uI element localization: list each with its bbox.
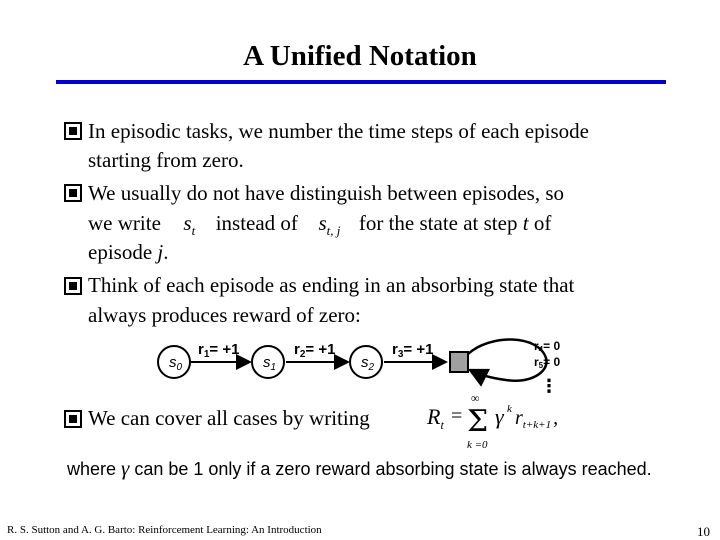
bullet-icon <box>64 277 82 295</box>
bullet-2-line-3: episode j. <box>88 240 169 264</box>
text-instead-of: instead of <box>215 211 298 235</box>
bullet-1-line-1: In episodic tasks, we number the time steps of each episode <box>88 119 589 143</box>
state-node <box>158 346 190 378</box>
reward-label: $r_3= +1$ <box>392 341 434 360</box>
svg-text:=: = <box>451 405 463 427</box>
bullet-icon <box>64 184 82 202</box>
gamma-note: where γ can be 1 only if a zero reward absorbing state is always reached. <box>67 456 652 480</box>
bullet-3-line-2: always produces reward of zero: <box>88 303 361 327</box>
return-equation <box>425 394 575 454</box>
svg-text:k =0: k =0 <box>467 439 488 451</box>
terminal-state <box>450 352 468 372</box>
svg-text:Rt: $R_t$ <box>427 404 444 432</box>
absorbing-state-diagram <box>150 332 580 398</box>
loop-reward-label: r5= 0 <box>534 355 561 370</box>
bullet-4-line-1: We can cover all cases by writing <box>88 406 370 430</box>
footer-citation: R. S. Sutton and A. G. Barto: Reinforcement Learning: An Introduction <box>7 524 322 536</box>
text-for-state: for the state at step <box>358 211 518 235</box>
page-number: 10 <box>697 524 710 539</box>
svg-text:∞: ∞ <box>471 394 480 405</box>
state-node <box>350 346 382 378</box>
reward-label: $r_2= +1$ <box>294 341 336 360</box>
math-s-tj: $s_{t, j}$ <box>318 211 341 238</box>
svg-text:s1: $s_1$ <box>263 354 277 373</box>
reward-label: $r_1= +1$ <box>198 341 240 360</box>
svg-text:rt+k+1,: $r_{t+k+1}$ , <box>515 407 559 431</box>
bullet-2-line-1: We usually do not have distinguish between episodes, so <box>88 181 564 205</box>
title-rule <box>56 80 666 84</box>
svg-text:Σ: Σ <box>467 404 489 439</box>
loop-reward-label: r4= 0 <box>534 339 561 354</box>
svg-text:γ: γ <box>495 404 504 429</box>
math-s-t: $s_t$ <box>183 211 196 238</box>
bullet-1-line-2: starting from zero. <box>88 148 244 172</box>
bullet-icon <box>64 410 82 428</box>
svg-text:s0: $s_0$ <box>169 354 183 373</box>
slide-title: A Unified Notation <box>243 40 477 72</box>
math-t: t <box>522 211 529 235</box>
text-we-write: we write <box>88 211 161 235</box>
state-node <box>252 346 284 378</box>
text-of: of <box>533 211 552 235</box>
svg-text:k: k <box>507 403 512 415</box>
ellipsis: ⋮ <box>540 376 558 396</box>
bullet-icon <box>64 122 82 140</box>
svg-text:s2: $s_2$ <box>361 354 375 373</box>
bullet-3-line-1: Think of each episode as ending in an absorbing state that <box>88 273 575 297</box>
